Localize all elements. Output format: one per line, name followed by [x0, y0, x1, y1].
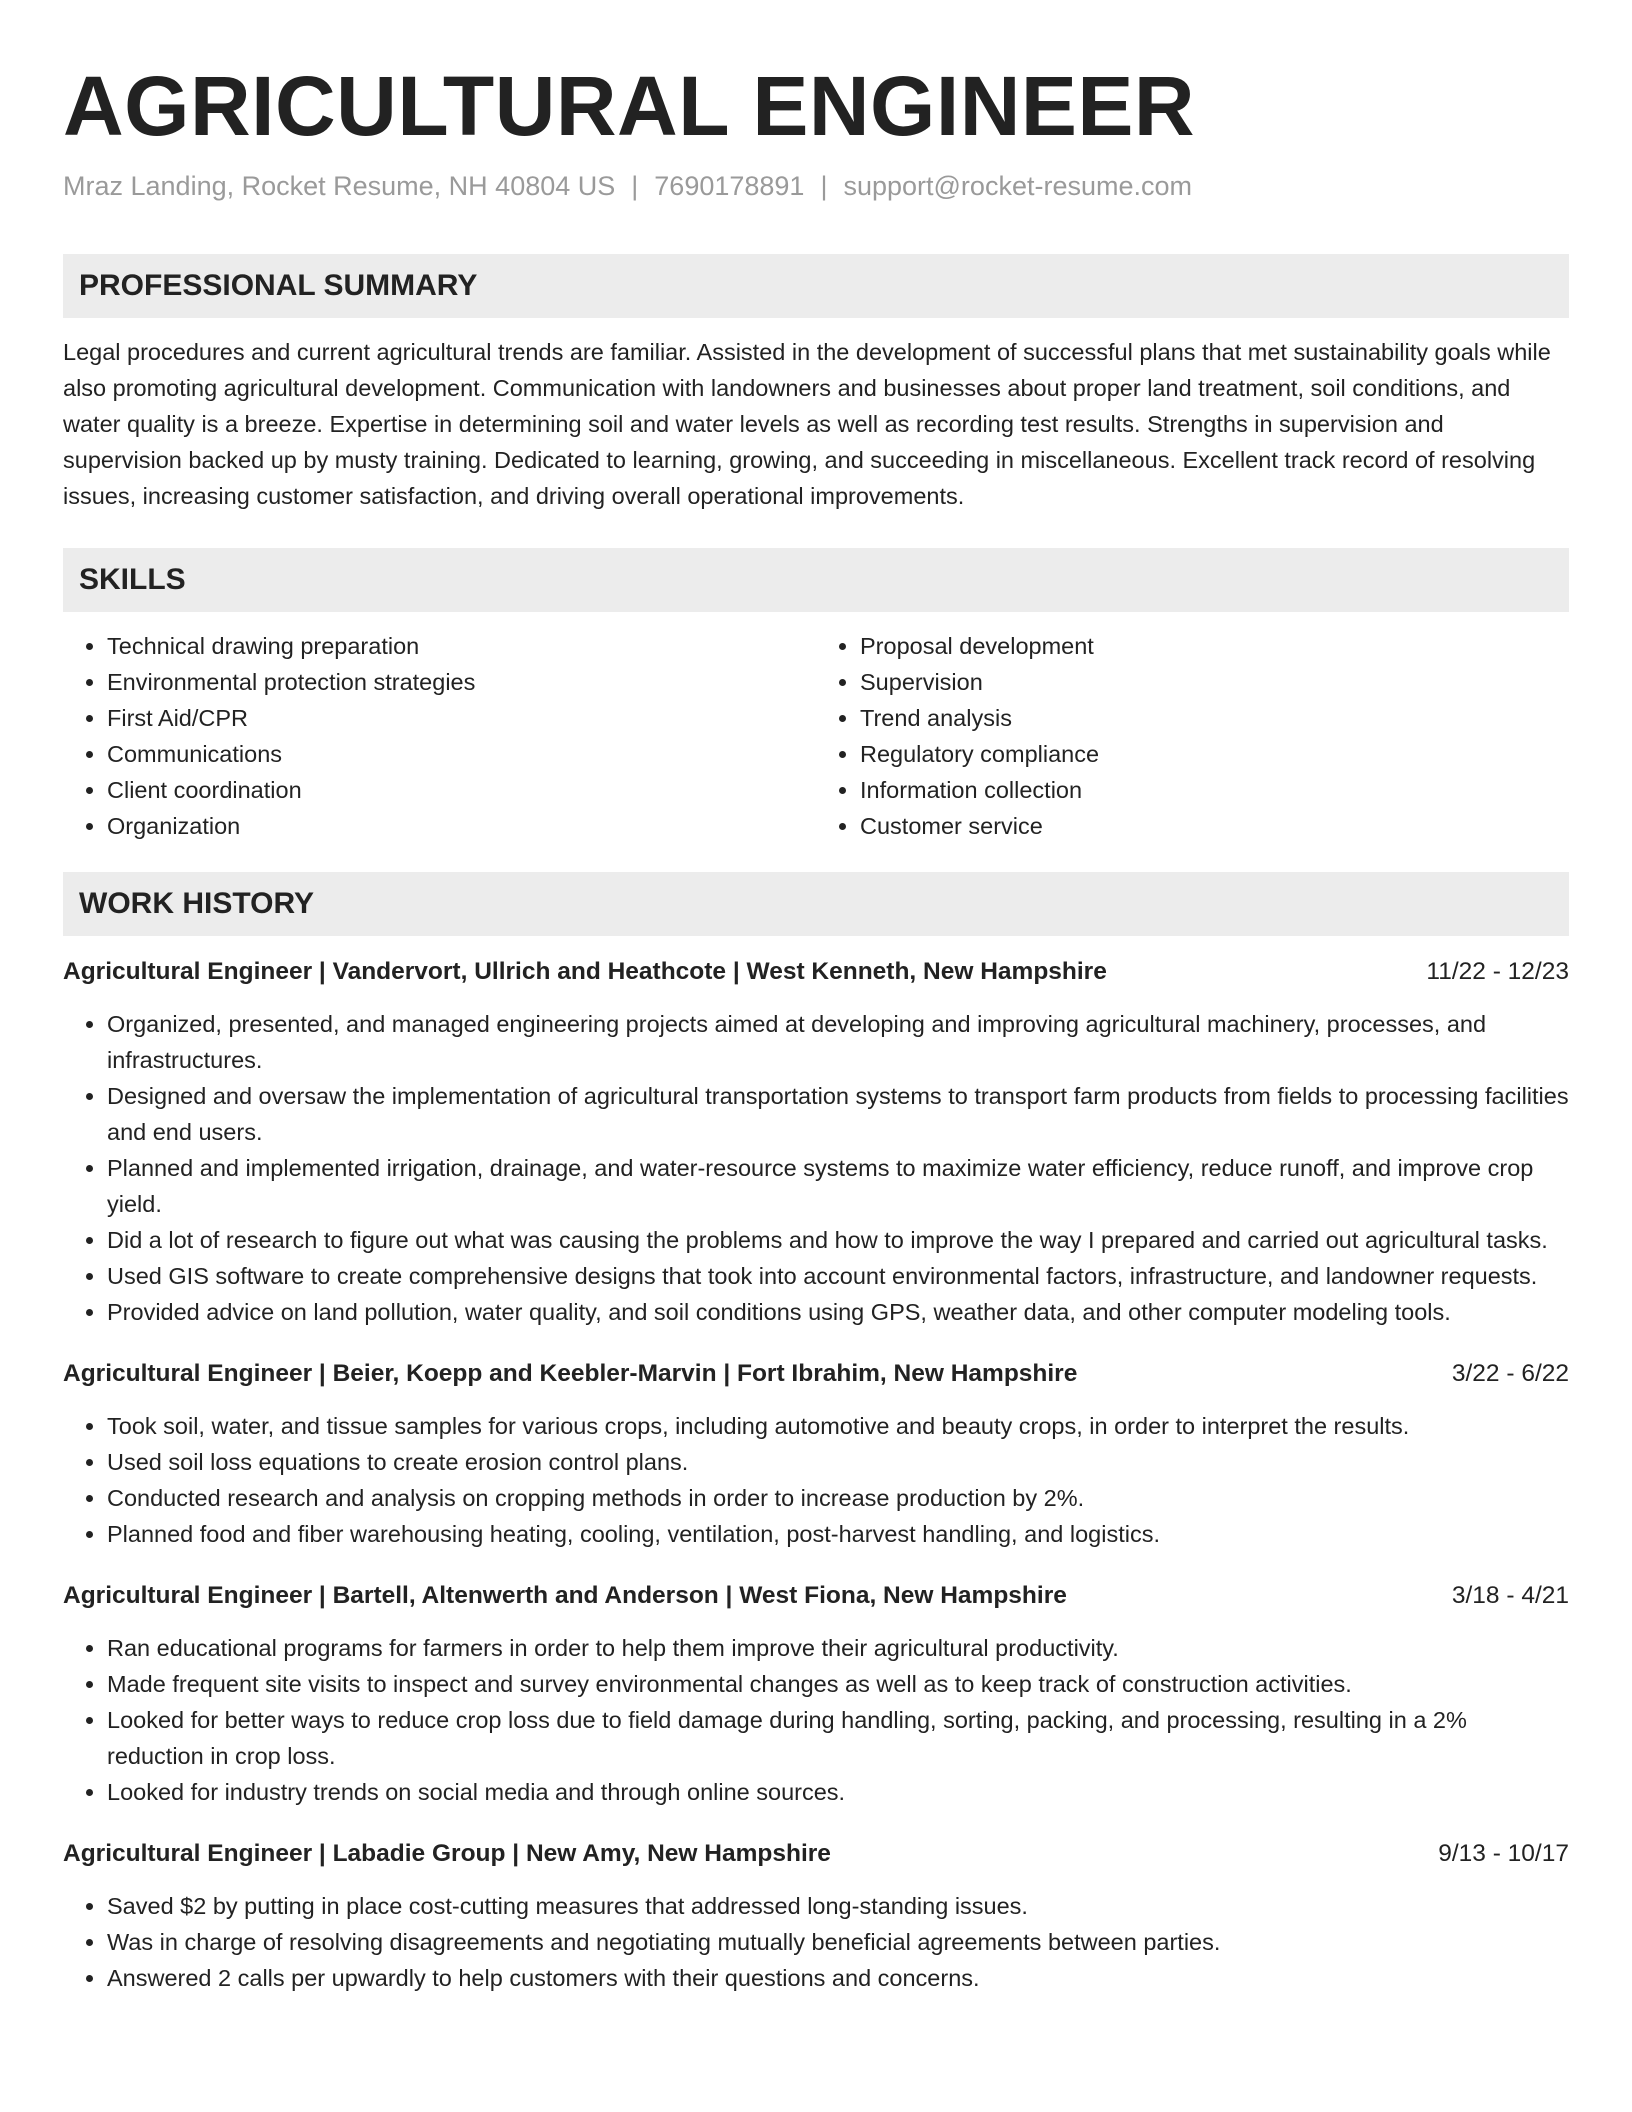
job-title: Agricultural Engineer | Vandervort, Ullrich and Heathcote | West Kenneth, New Hampshire	[63, 958, 1107, 985]
job-bullet: • Was in charge of resolving disagreements and negotiating mutually beneficial agreements between parties.	[107, 1924, 1569, 1960]
job-entry	[63, 1356, 1569, 1552]
job-bullet: • Organized, presented, and managed engineering projects aimed at developing and improving agricultural machinery, processes, and infrastructures.	[107, 1006, 1569, 1078]
contact-line	[63, 168, 1569, 204]
job-dates: 3/18 - 4/21	[1451, 1582, 1569, 1609]
job-bullets	[63, 1630, 1569, 1810]
job-bullet: • Conducted research and analysis on cropping methods in order to increase production by 2%.	[107, 1480, 1569, 1516]
skill-item: • Organization	[107, 808, 816, 844]
skills-grid	[63, 628, 1569, 844]
skill-item: • Regulatory compliance	[860, 736, 1569, 772]
resume-name: AGRICULTURAL ENGINEER	[63, 59, 1196, 153]
job-dates: 3/22 - 6/22	[1451, 1360, 1569, 1387]
job-header	[63, 954, 1569, 990]
contact-phone: 7690178891	[654, 171, 805, 201]
work-history-section	[63, 872, 1569, 1996]
skill-item: • Client coordination	[107, 772, 816, 808]
job-title: Agricultural Engineer | Beier, Koepp and Keebler-Marvin | Fort Ibrahim, New Hampshire	[63, 1360, 1078, 1387]
job-bullet: • Saved $2 by putting in place cost-cutting measures that addressed long-standing issues.	[107, 1888, 1569, 1924]
job-header	[63, 1356, 1569, 1392]
skill-item: • Information collection	[860, 772, 1569, 808]
job-header	[63, 1578, 1569, 1614]
summary-text: Legal procedures and current agricultural trends are familiar. Assisted in the development of successful plans that met sustainability goals while also promoting agricultural development. Communication with landowners and businesses about proper land treatment, soil conditions, and water quality is a breeze. Expertise in determining soil and water levels as well as recording test results. Strengths in supervision and supervision backed up by musty training. Dedicated to learning, growing, and succeeding in miscellaneous. Excellent track record of resolving issues, increasing customer satisfaction, and driving overall operational improvements.	[63, 339, 1551, 509]
skill-item: • Communications	[107, 736, 816, 772]
skill-item: • Customer service	[860, 808, 1569, 844]
skill-item: • Environmental protection strategies	[107, 664, 816, 700]
job-bullet: • Designed and oversaw the implementation of agricultural transportation systems to transport farm products from fields to processing facilities and end users.	[107, 1078, 1569, 1150]
job-bullet: • Made frequent site visits to inspect and survey environmental changes as well as to keep track of construction activities.	[107, 1666, 1569, 1702]
job-bullet: • Used GIS software to create comprehensive designs that took into account environmental factors, infrastructure, and landowner requests.	[107, 1258, 1569, 1294]
job-bullet: • Ran educational programs for farmers in order to help them improve their agricultural productivity.	[107, 1630, 1569, 1666]
contact-address: Mraz Landing, Rocket Resume, NH 40804 US	[63, 171, 616, 201]
work-history-heading: WORK HISTORY	[63, 872, 1569, 936]
job-dates: 11/22 - 12/23	[1426, 958, 1569, 985]
skill-item: • Supervision	[860, 664, 1569, 700]
job-title: Agricultural Engineer | Labadie Group | New Amy, New Hampshire	[63, 1840, 831, 1867]
skills-column-left	[63, 628, 816, 844]
job-entry	[63, 1836, 1569, 1996]
contact-separator: |	[820, 171, 828, 201]
contact-email: support@rocket-resume.com	[843, 171, 1192, 201]
job-bullet: • Used soil loss equations to create erosion control plans.	[107, 1444, 1569, 1480]
job-title: Agricultural Engineer | Bartell, Altenwerth and Anderson | West Fiona, New Hampshire	[63, 1582, 1067, 1609]
job-bullet: • Looked for industry trends on social media and through online sources.	[107, 1774, 1569, 1810]
job-bullets	[63, 1006, 1569, 1330]
contact-separator: |	[631, 171, 639, 201]
job-dates: 9/13 - 10/17	[1438, 1840, 1569, 1867]
skills-section	[63, 548, 1569, 844]
job-header	[63, 1836, 1569, 1872]
job-bullet: • Planned food and fiber warehousing heating, cooling, ventilation, post-harvest handling, and logistics.	[107, 1516, 1569, 1552]
job-entry	[63, 954, 1569, 1330]
job-bullet: • Planned and implemented irrigation, drainage, and water-resource systems to maximize water efficiency, reduce runoff, and improve crop yield.	[107, 1150, 1569, 1222]
job-bullet: • Did a lot of research to figure out what was causing the problems and how to improve the way I prepared and carried out agricultural tasks.	[107, 1222, 1569, 1258]
job-bullet: • Took soil, water, and tissue samples for various crops, including automotive and beauty crops, in order to interpret the results.	[107, 1408, 1569, 1444]
job-bullets	[63, 1408, 1569, 1552]
skill-item: • Technical drawing preparation	[107, 628, 816, 664]
skill-item: • First Aid/CPR	[107, 700, 816, 736]
job-bullets	[63, 1888, 1569, 1996]
job-entry	[63, 1578, 1569, 1810]
skill-item: • Proposal development	[860, 628, 1569, 664]
job-bullet: • Looked for better ways to reduce crop loss due to field damage during handling, sorting, packing, and processing, resulting in a 2% reduction in crop loss.	[107, 1702, 1569, 1774]
summary-section	[63, 254, 1569, 514]
job-bullet: • Provided advice on land pollution, water quality, and soil conditions using GPS, weather data, and other computer modeling tools.	[107, 1294, 1569, 1330]
skill-item: • Trend analysis	[860, 700, 1569, 736]
skills-column-right	[816, 628, 1569, 844]
job-bullet: • Answered 2 calls per upwardly to help customers with their questions and concerns.	[107, 1960, 1569, 1996]
skills-heading: SKILLS	[63, 548, 1569, 612]
summary-heading: PROFESSIONAL SUMMARY	[63, 254, 1569, 318]
